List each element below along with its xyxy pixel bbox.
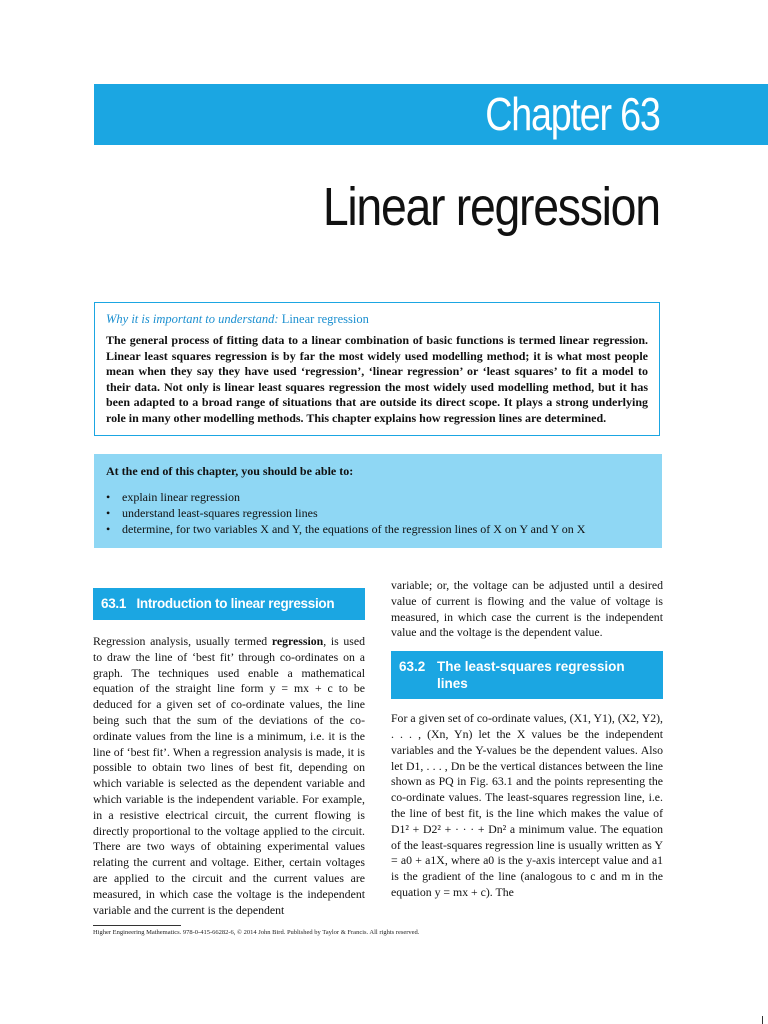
right-column: [391, 578, 663, 901]
objective-item: • explain linear regression: [106, 489, 650, 505]
why-important-box: [94, 302, 660, 436]
crop-mark: [762, 1016, 763, 1024]
objectives-list: [106, 489, 650, 537]
learning-objectives-box: [94, 454, 662, 548]
paragraph-text: Regression analysis, usually termed: [93, 634, 272, 648]
section-title: Introduction to linear regression: [136, 596, 335, 611]
chapter-title: Linear regression: [323, 177, 660, 237]
section-title: The least-squares regression lines: [437, 659, 625, 692]
why-important-heading: [106, 312, 648, 327]
section-63-2-heading: [391, 651, 663, 699]
why-important-topic: Linear regression: [281, 312, 369, 326]
paragraph-text: , is used to draw the line of ‘best fit’ through co-ordinates on a graph. The techniques used enable a mathematical equation of the straight line form y = mx + c to be deduced for a given set of co-ordinate values, the line being such that the sum of the deviations of the co-ordinate values from the line is a minimum, i.e. it is the line of ‘best fit’. When a regression analysis is made, it is possible to obtain two lines of best fit, depending on which variable is selected as the dependent variable and which variable is the independent variable. For example, in a resistive electrical circuit, the current flowing is directly proportional to the voltage applied to the circuit. There are two ways of obtaining experimental values relating the current and voltage. Either, certain voltages are applied to the circuit and the current values are measured, in which case the voltage is the independent variable and the current is the dependent: [93, 634, 365, 917]
objective-item: • determine, for two variables X and Y, the equations of the regression lines of X on Y and Y on X: [106, 521, 650, 537]
section-63-1-continuation: variable; or, the voltage can be adjusted until a desired value of current is flowing and the value of voltage is measured, in which case the current is the independent value and the voltage is the dependent value.: [391, 578, 663, 640]
copyright-footnote: Higher Engineering Mathematics. 978-0-415-66282-6, © 2014 John Bird. Published by Taylor & Francis. All rights reserved.: [93, 929, 420, 936]
section-63-1-heading: [93, 588, 365, 620]
why-important-lead: Why it is important to understand:: [106, 312, 279, 326]
footnote-rule: [93, 925, 181, 926]
chapter-banner: [94, 84, 768, 145]
chapter-number: Chapter 63: [485, 88, 660, 140]
section-number: 63.1: [101, 596, 127, 611]
section-63-2-paragraph: For a given set of co-ordinate values, (X1, Y1), (X2, Y2), . . . , (Xn, Yn) let the X values be the independent variables and the Y-values be the dependent values. Also let D1, . . . , Dn be the vertical distances between the line shown as PQ in Fig. 63.1 and the points representing the co-ordinate values. The least-squares regression line, i.e. the line of best fit, is the line which makes the value of D1² + D2² + · · · + Dn² a minimum value. The equation of the least-squares regression line is usually written as Y = a0 + a1X, where a0 is the y-axis intercept value and a1 is the gradient of the line (analogous to c and m in the equation y = mx + c). The: [391, 711, 663, 899]
section-number: 63.2: [399, 659, 426, 675]
section-63-1-paragraph: [93, 634, 365, 918]
left-column: [93, 578, 365, 918]
objective-item: • understand least-squares regression lines: [106, 505, 650, 521]
why-important-body: The general process of fitting data to a linear combination of basic functions is termed linear regression. Linear least squares regression is by far the most widely used modelling method; it is what most people mean when they say they have used ‘regression’, ‘linear regression’ or ‘least squares’ to fit a model to their data. Not only is linear least squares regression the most widely used modelling method, but it has been adapted to a broad range of situations that are outside its direct scope. It plays a strong underlying role in many other modelling methods. This chapter explains how regression lines are determined.: [106, 333, 648, 425]
term-regression: regression: [271, 634, 324, 648]
objectives-heading: At the end of this chapter, you should be able to:: [106, 464, 354, 478]
